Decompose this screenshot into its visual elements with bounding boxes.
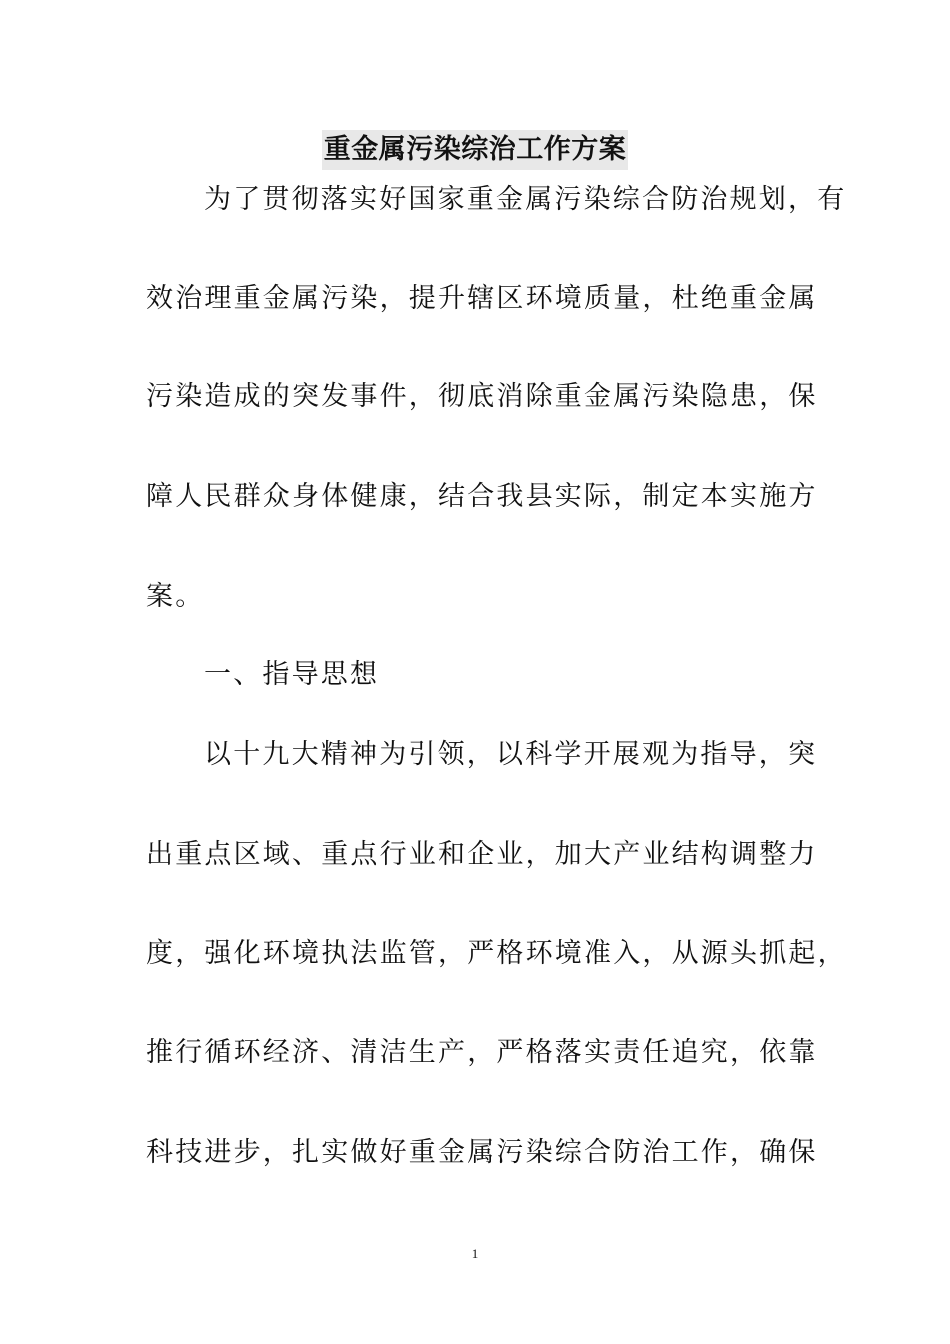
paragraph-line: 出重点区域、重点行业和企业，加大产业结构调整力 — [146, 839, 818, 870]
page-number: 1 — [471, 1246, 479, 1261]
paragraph-line: 科技进步，扎实做好重金属污染综合防治工作，确保 — [146, 1137, 818, 1168]
paragraph-line: 推行循环经济、清洁生产，严格落实责任追究，依靠 — [146, 1037, 818, 1068]
paragraph-line: 障人民群众身体健康，结合我县实际，制定本实施方 — [146, 481, 818, 512]
paragraph-line: 以十九大精神为引领，以科学开展观为指导，突 — [204, 739, 818, 770]
paragraph-line: 为了贯彻落实好国家重金属污染综合防治规划，有 — [204, 184, 847, 215]
paragraph-line: 污染造成的突发事件，彻底消除重金属污染隐患，保 — [146, 381, 818, 412]
document-title-text: 重金属污染综治工作方案 — [322, 130, 629, 170]
paragraph-line: 度，强化环境执法监管，严格环境准入，从源头抓起， — [146, 938, 847, 969]
section-heading: 一、指导思想 — [204, 659, 380, 690]
document-title — [0, 130, 950, 170]
paragraph-line: 效治理重金属污染，提升辖区环境质量，杜绝重金属 — [146, 283, 818, 314]
paragraph-line: 案。 — [146, 581, 205, 612]
